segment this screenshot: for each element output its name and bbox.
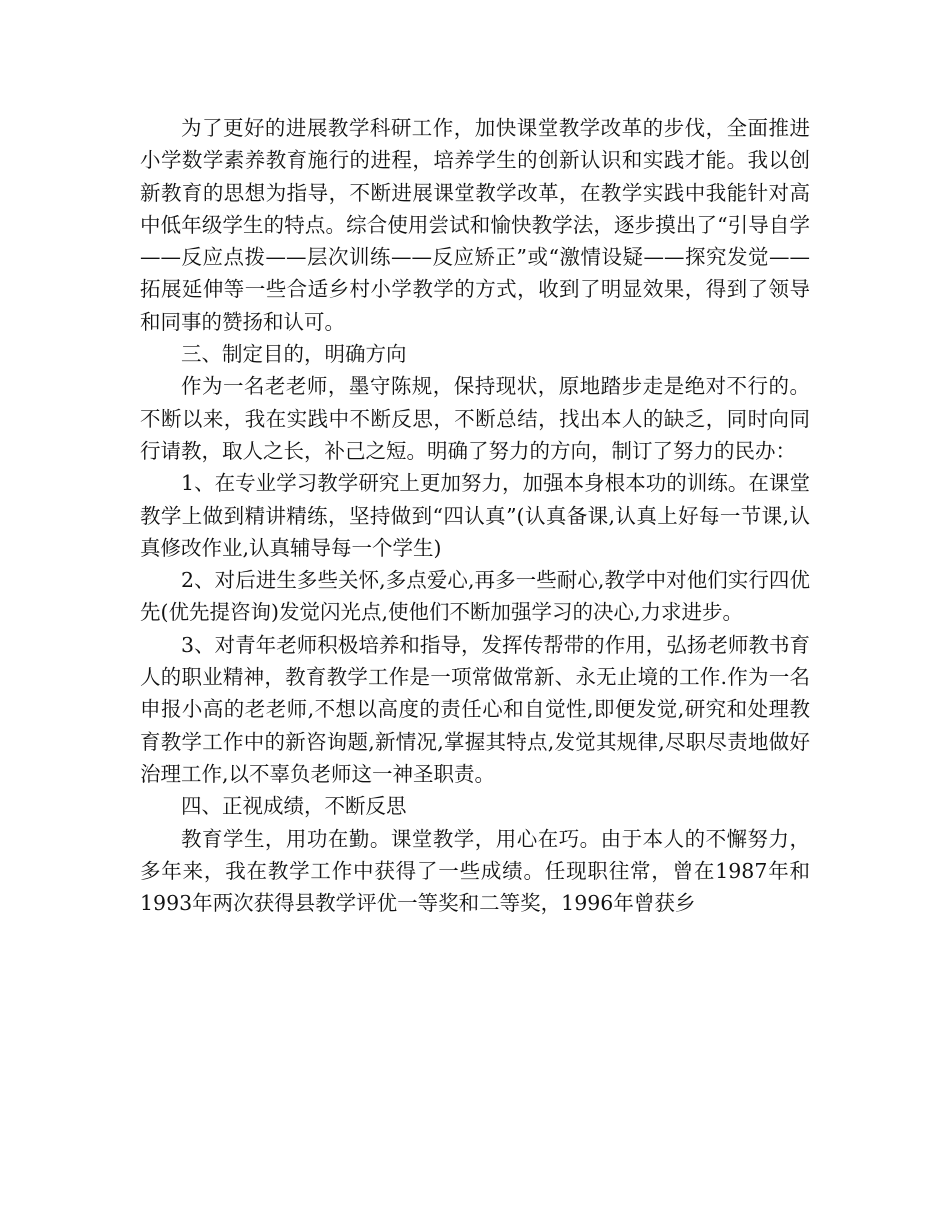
section-heading-goals: 三、制定目的，明确方向 bbox=[181, 342, 407, 367]
document-body bbox=[140, 112, 810, 919]
paragraph-item-3: 3、对青年老师积极培养和指导，发挥传帮带的作用，弘扬老师教书育人的职业精神，教育教学工作是一项常做常新、永无止境的工作.作为一名申报小高的老老师,不想以高度的责任心和自觉性,即便发觉,研究和处理教育教学工作中的新咨询题,新情况,掌握其特点,发觉其规律,尽职尽责地做好治理工作,以不辜负老师这一神圣职责。 bbox=[140, 632, 810, 786]
paragraph-achievements: 教育学生，用功在勤。课堂教学，用心在巧。由于本人的不懈努力，多年来，我在教学工作中获得了一些成绩。任现职往常，曾在1987年和1993年两次获得县教学评优一等奖和二等奖，1996年曾获乡 bbox=[140, 826, 810, 916]
paragraph-item-1: 1、在专业学习教学研究上更加努力，加强本身根本功的训练。在课堂教学上做到精讲精练，坚持做到“四认真”(认真备课,认真上好每一节课,认真修改作业,认真辅导每一个学生) bbox=[140, 471, 810, 560]
paragraph-teaching-reform: 为了更好的进展教学科研工作，加快课堂教学改革的步伐，全面推进小学数学素养教育施行的进程，培养学生的创新认识和实践才能。我以创新教育的思想为指导，不断进展课堂教学改革，在教学实践中我能针对高中低年级学生的特点。综合使用尝试和愉快教学法，逐步摸出了“引导自学——反应点拨——层次训练——反应矫正”或“激情设疑——探究发觉——拓展延伸等一些合适乡村小学教学的方式，收到了明显效果，得到了领导和同事的赞扬和认可。 bbox=[140, 116, 810, 334]
paragraph-item-2: 2、对后进生多些关怀,多点爱心,再多一些耐心,教学中对他们实行四优先(优先提咨询)发觉闪光点,使他们不断加强学习的决心,力求进步。 bbox=[140, 568, 810, 625]
paragraph-self-reflection: 作为一名老老师，墨守陈规，保持现状，原地踏步走是绝对不行的。不断以来，我在实践中不断反思，不断总结，找出本人的缺乏，同时向同行请教，取人之长，补己之短。明确了努力的方向，制订了努力的民办： bbox=[140, 374, 810, 463]
section-heading-achievements: 四、正视成绩，不断反思 bbox=[181, 794, 407, 819]
